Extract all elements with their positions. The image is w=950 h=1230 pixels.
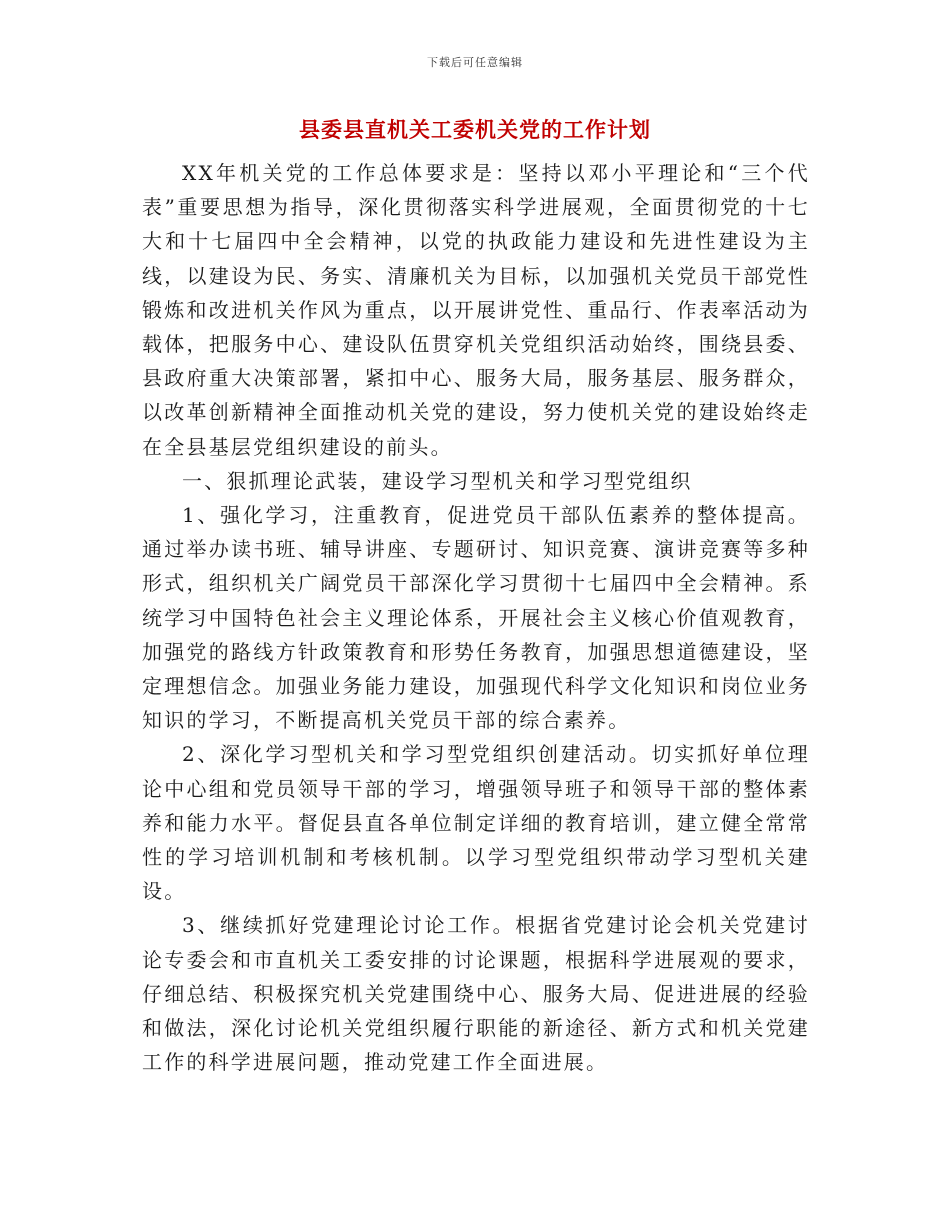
- paragraph-item-1: 1、强化学习，注重教育，促进党员干部队伍素养的整体提高。通过举办读书班、辅导讲座、专题研讨、知识竞赛、演讲竞赛等多种形式，组织机关广阔党员干部深化学习贯彻十七届四中全会精神。系统学习中国特色社会主义理论体系，开展社会主义核心价值观教育，加强党的路线方针政策教育和形势任务教育，加强思想道德建设，坚定理想信念。加强业务能力建设，加强现代科学文化知识和岗位业务知识的学习，不断提高机关党员干部的综合素养。: [142, 503, 810, 733]
- header-note: 下载后可任意编辑: [427, 56, 523, 69]
- section-heading-1: 一、狠抓理论武装，建设学习型机关和学习型党组织: [182, 468, 693, 493]
- paragraph-item-2: 2、深化学习型机关和学习型党组织创建活动。切实抓好单位理论中心组和党员领导干部的学习，增强领导班子和领导干部的整体素养和能力水平。督促县直各单位制定详细的教育培训，建立健全常常性的学习培训机制和考核机制。以学习型党组织带动学习型机关建设。: [142, 742, 810, 904]
- document-body: [142, 156, 810, 1079]
- paragraph-intro: XX年机关党的工作总体要求是：坚持以邓小平理论和“三个代表”重要思想为指导，深化贯彻落实科学进展观，全面贯彻党的十七大和十七届四中全会精神，以党的执政能力建设和先进性建设为主线，以建设为民、务实、清廉机关为目标，以加强机关党员干部党性锻炼和改进机关作风为重点，以开展讲党性、重品行、作表率活动为载体，把服务中心、建设队伍贯穿机关党组织活动始终，围绕县委、县政府重大决策部署，紧扣中心、服务大局，服务基层、服务群众，以改革创新精神全面推动机关党的建设，努力使机关党的建设始终走在全县基层党组织建设的前头。: [142, 161, 810, 459]
- paragraph-item-3: 3、继续抓好党建理论讨论工作。根据省党建讨论会机关党建讨论专委会和市直机关工委安排的讨论课题，根据科学进展观的要求，仔细总结、积极探究机关党建围绕中心、服务大局、促进进展的经验和做法，深化讨论机关党组织履行职能的新途径、新方式和机关党建工作的科学进展问题，推动党建工作全面进展。: [142, 913, 810, 1075]
- document-title: 县委县直机关工委机关党的工作计划: [299, 117, 651, 142]
